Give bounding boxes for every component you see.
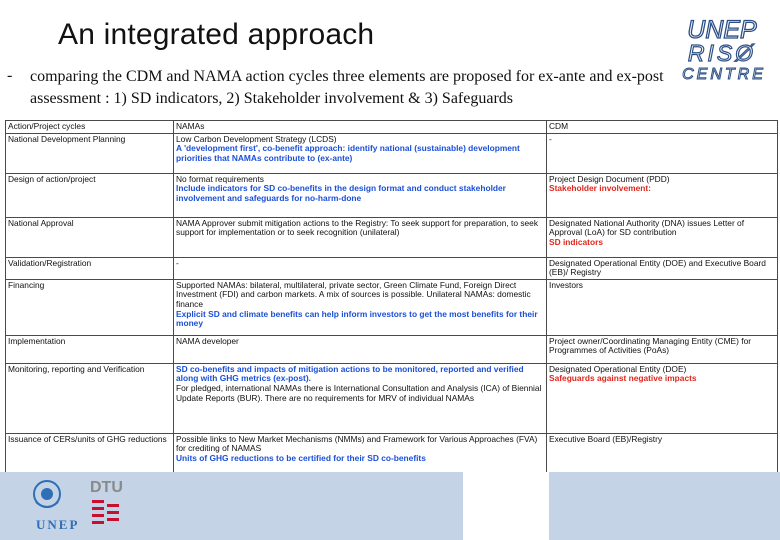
nama-cell bbox=[174, 257, 547, 279]
dtu-emblem-icon bbox=[92, 500, 119, 524]
table-row bbox=[6, 433, 778, 475]
nama-text: Possible links to New Market Mechanisms (NMMs) and Framework for Various Approaches (FVA) for crediting of NAMAS bbox=[176, 433, 538, 454]
table-header-row bbox=[6, 121, 778, 134]
stage-cell: National Development Planning bbox=[6, 133, 174, 173]
cdm-text: - bbox=[549, 133, 552, 144]
cdm-text: Designated Operational Entity (DOE) and Executive Board (EB)/ Registry bbox=[549, 257, 766, 278]
nama-text: NAMA Approver submit mitigation actions to the Registry: To seek support for preparation, to seek support for implementation or to seek recognition (unilateral) bbox=[176, 217, 539, 238]
stage-cell: Validation/Registration bbox=[6, 257, 174, 279]
nama-text: Units of GHG reductions to be certified for their SD co-benefits bbox=[176, 452, 426, 463]
nama-cell bbox=[174, 133, 547, 173]
cdm-text: Designated National Authority (DNA) issues Letter of Approval (LoA) for SD contribution bbox=[549, 217, 745, 238]
nama-cell bbox=[174, 335, 547, 363]
table-header-cell: Action/Project cycles bbox=[6, 121, 174, 134]
cdm-cell bbox=[547, 279, 778, 335]
nama-text: NAMA developer bbox=[176, 335, 239, 346]
nama-text: SD co-benefits and impacts of mitigation actions to be monitored, reported and verified along with GHG metrics (ex-post). bbox=[176, 363, 524, 384]
table-row bbox=[6, 363, 778, 433]
comparison-table bbox=[5, 120, 778, 476]
cdm-cell bbox=[547, 133, 778, 173]
nama-text: A 'development first', co-benefit approach: identify national (sustainable) development priorities that NAMAs contribute to (ex-ante) bbox=[176, 143, 520, 163]
nama-cell bbox=[174, 173, 547, 217]
cdm-text: Stakeholder involvement: bbox=[549, 183, 651, 194]
bullet-text: comparing the CDM and NAMA action cycles three elements are proposed for ex-ante and ex-post assessment : 1) SD indicators, 2) Stakeholder involvement & 3) Safeguards bbox=[30, 68, 664, 107]
cdm-text: Project Design Document (PDD) bbox=[549, 173, 670, 184]
footer-gap bbox=[463, 472, 549, 540]
slide-title: An integrated approach bbox=[58, 18, 375, 51]
nama-text: For pledged, international NAMAs there is International Consultation and Analysis (ICA) of Biennial Update Reports (BUR). There are no requirements for MRV of individual NAMAs bbox=[176, 382, 542, 403]
table-row bbox=[6, 173, 778, 217]
logo-line-unep: UNEP bbox=[687, 16, 757, 44]
stage-cell: Financing bbox=[6, 279, 174, 335]
table-row bbox=[6, 257, 778, 279]
nama-text: No format requirements bbox=[176, 173, 264, 184]
cdm-cell bbox=[547, 173, 778, 217]
table-row bbox=[6, 133, 778, 173]
nama-text: - bbox=[176, 257, 179, 268]
unep-label: UNEP bbox=[36, 517, 80, 532]
table-header-cell: CDM bbox=[547, 121, 778, 134]
cdm-cell bbox=[547, 433, 778, 475]
cdm-cell bbox=[547, 363, 778, 433]
cdm-text: Project owner/Coordinating Managing Entity (CME) for Programmes of Activities (PoAs) bbox=[549, 335, 752, 356]
table-row bbox=[6, 279, 778, 335]
cdm-cell bbox=[547, 335, 778, 363]
nama-text: Include indicators for SD co-benefits in the design format and conduct stakeholder involvement and safeguards for no-harm-done bbox=[176, 183, 506, 203]
cdm-text: SD indicators bbox=[549, 236, 603, 247]
logo-line-riso: RISØ bbox=[687, 40, 757, 66]
stage-cell: Design of action/project bbox=[6, 173, 174, 217]
bullet-marker: - bbox=[7, 67, 13, 84]
logo-line-centre: CENTRE bbox=[682, 66, 766, 80]
cdm-text: Investors bbox=[549, 279, 583, 290]
stage-cell: National Approval bbox=[6, 217, 174, 257]
un-emblem-icon bbox=[34, 481, 60, 507]
nama-cell bbox=[174, 217, 547, 257]
cdm-cell bbox=[547, 257, 778, 279]
dtu-label: DTU bbox=[90, 479, 123, 496]
footer-logos bbox=[32, 474, 132, 536]
stage-cell: Issuance of CERs/units of GHG reductions bbox=[6, 433, 174, 475]
table-row bbox=[6, 335, 778, 363]
stage-cell: Monitoring, reporting and Verification bbox=[6, 363, 174, 433]
cdm-text: Safeguards against negative impacts bbox=[549, 373, 697, 384]
nama-cell bbox=[174, 279, 547, 335]
nama-text: Explicit SD and climate benefits can help inform investors to get the most benefits for their money bbox=[176, 308, 538, 329]
nama-text: Supported NAMAs: bilateral, multilateral, private sector, Green Climate Fund, Foreign Direct Investment (FDI) and carbon markets. A mix of sources is possible. Unilateral NAMAs: domestic finance bbox=[176, 279, 531, 309]
nama-cell bbox=[174, 363, 547, 433]
nama-text: Low Carbon Development Strategy (LCDS) bbox=[176, 133, 337, 144]
nama-cell bbox=[174, 433, 547, 475]
table-row bbox=[6, 217, 778, 257]
table-header-cell: NAMAs bbox=[174, 121, 547, 134]
cdm-cell bbox=[547, 217, 778, 257]
cdm-text: Designated Operational Entity (DOE) bbox=[549, 363, 687, 374]
stage-cell: Implementation bbox=[6, 335, 174, 363]
cdm-text: Executive Board (EB)/Registry bbox=[549, 433, 663, 444]
